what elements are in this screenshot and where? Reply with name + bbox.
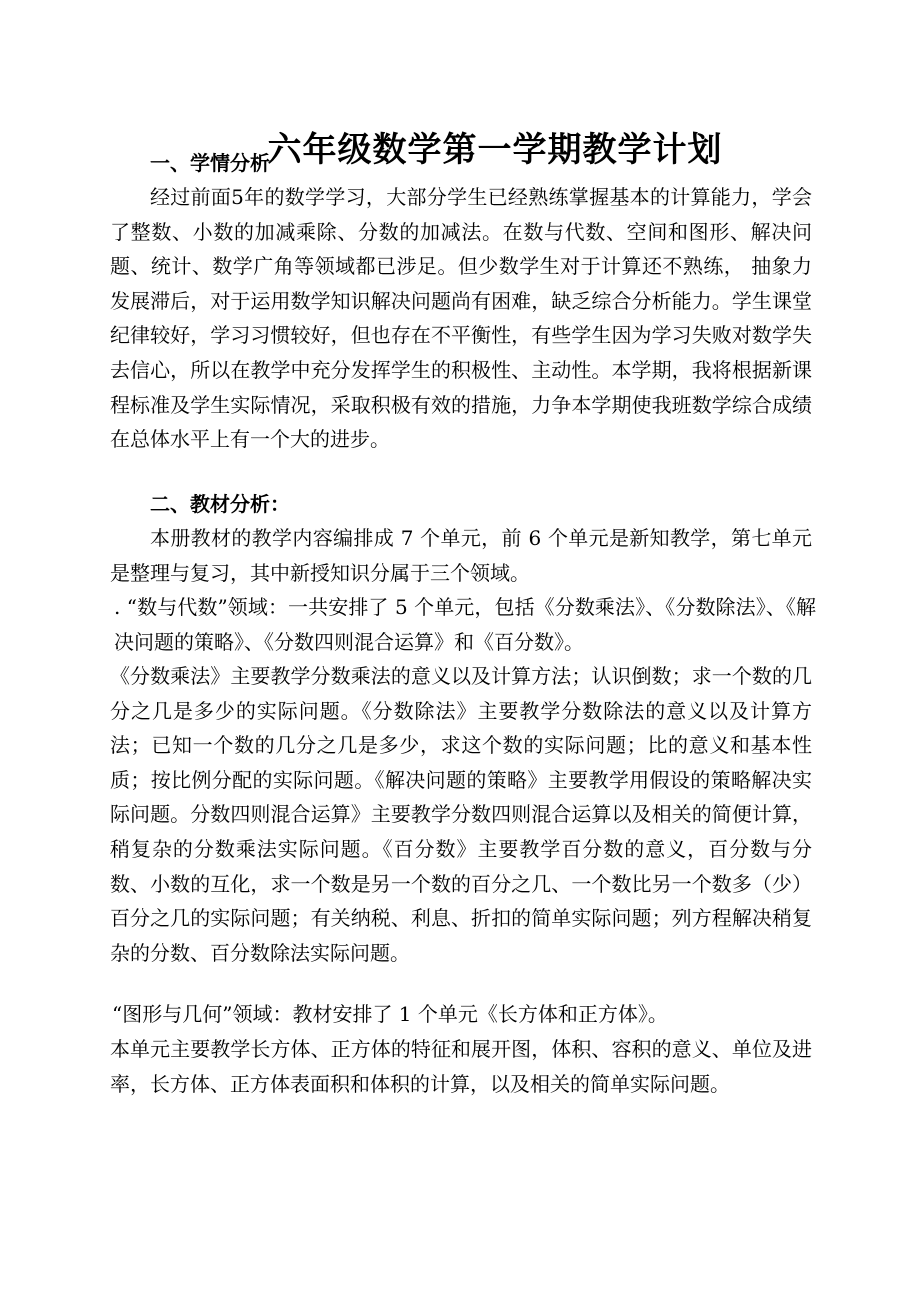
page-title: 六年级数学第一学期教学计划 [267, 129, 723, 170]
paragraph-textbook-intro: 本册教材的教学内容编排成 7 个单元，前 6 个单元是新知教学，第七单元是整理与复习，其中新授知识分属于三个领域。 [110, 526, 812, 585]
paragraph-geometry-detail: 本单元主要教学长方体、正方体的特征和展开图，体积、容积的意义、单位及进率，长方体、正方体表面积和体积的计算，以及相关的简单实际问题。 [110, 1037, 812, 1096]
paragraph-geometry: “图形与几何”领域：教材安排了 1 个单元《长方体和正方体》。 [112, 1002, 668, 1026]
paragraph-number-algebra: . “数与代数”领域：一共安排了 5 个单元，包括《分数乘法》、《分数除法》、《解决问题的策略》、《分数四则混合运算》和《百分数》。 [114, 595, 816, 654]
section-heading-textbook: 二、教材分析： [150, 492, 290, 516]
paragraph-situation: 经过前面5年的数学学习，大部分学生已经熟练掌握基本的计算能力，学会了整数、小数的加减乘除、分数的加减法。在数与代数、空间和图形、解决问题、统计、数学广角等领域都已涉足。但少数学生对于计算还不熟练， 抽象力发展滞后，对于运用数学知识解决问题尚有困难，缺乏综合分析能力。学生课堂纪律较好，学习习惯较好，但也存在不平衡性，有些学生因为学习失败对数学失去信心，所以在教学中充分发挥学生的积极性、主动性。本学期，我将根据新课程标准及学生实际情况，采取积极有效的措施，力争本学期使我班数学综合成绩在总体水平上有一个大的进步。 [110, 185, 812, 452]
paragraph-number-algebra-detail: 《分数乘法》主要教学分数乘法的意义以及计算方法；认识倒数；求一个数的几分之几是多少的实际问题。《分数除法》主要教学分数除法的意义以及计算方法；已知一个数的几分之几是多少，求这个数的实际问题；比的意义和基本性质；按比例分配的实际问题。《解决问题的策略》主要教学用假设的策略解决实际问题。分数四则混合运算》主要教学分数四则混合运算以及相关的简便计算，稍复杂的分数乘法实际问题。《百分数》主要教学百分数的意义，百分数与分数、小数的互化，求一个数是另一个数的百分之几、一个数比另一个数多（少）百分之几的实际问题；有关纳税、利息、折扣的简单实际问题；列方程解决稍复杂的分数、百分数除法实际问题。 [110, 664, 812, 965]
section-heading-situation: 一、学情分析 [150, 151, 270, 175]
